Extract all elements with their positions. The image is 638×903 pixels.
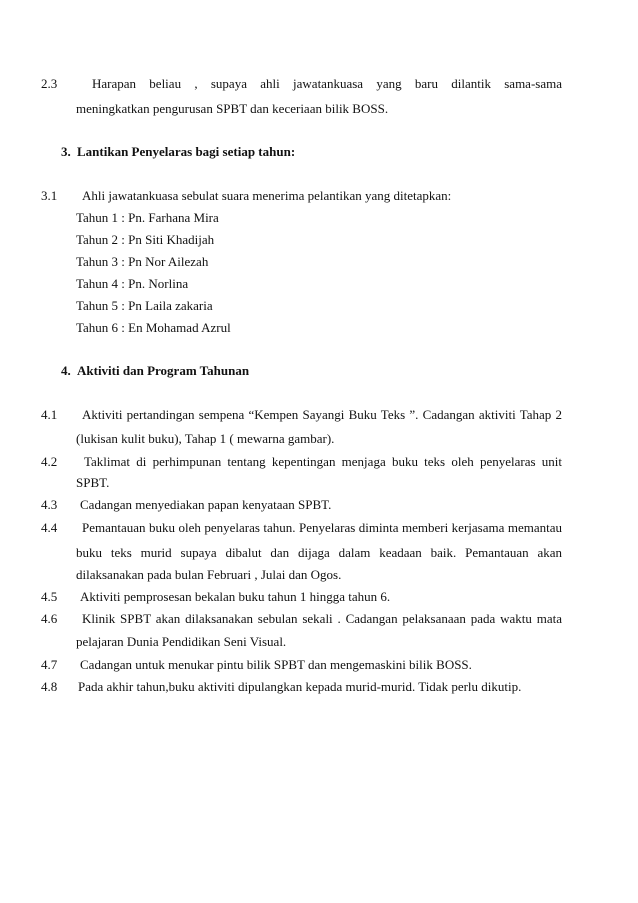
section-number: 3. bbox=[61, 144, 71, 159]
item-number: 4.3 bbox=[41, 497, 58, 512]
appointment-text: Tahun 3 : Pn Nor Ailezah bbox=[76, 254, 209, 269]
item-text-line: Harapan beliau , supaya ahli jawatankuasa yang baru dilantik sama-sama bbox=[92, 76, 562, 91]
item-number: 3.1 bbox=[41, 188, 58, 203]
item-number: 2.3 bbox=[41, 76, 58, 91]
item-number: 4.7 bbox=[41, 657, 58, 672]
item-text-line: SPBT. bbox=[76, 475, 110, 490]
item-text-line: dilaksanakan pada bulan Februari , Julai dan Ogos. bbox=[76, 567, 342, 582]
item-number: 4.2 bbox=[41, 454, 58, 469]
item-text-line: Pada akhir tahun,buku aktiviti dipulangkan kepada murid-murid. Tidak perlu dikutip. bbox=[78, 679, 522, 694]
item-text-line: buku teks murid supaya dibalut dan dijaga dalam keadaan baik. Pemantauan akan bbox=[76, 545, 562, 560]
item-text-line: Cadangan menyediakan papan kenyataan SPBT. bbox=[80, 497, 332, 512]
item-text-line: Cadangan untuk menukar pintu bilik SPBT dan mengemaskini bilik BOSS. bbox=[80, 657, 472, 672]
appointment-text: Tahun 5 : Pn Laila zakaria bbox=[76, 298, 213, 313]
appointment-text: Tahun 2 : Pn Siti Khadijah bbox=[76, 232, 215, 247]
item-text-line: Taklimat di perhimpunan tentang kepentingan menjaga buku teks oleh penyelaras unit bbox=[84, 454, 562, 469]
item-text-line: meningkatkan pengurusan SPBT dan keceriaan bilik BOSS. bbox=[76, 101, 389, 116]
item-number: 4.1 bbox=[41, 407, 58, 422]
appointment-text: Tahun 4 : Pn. Norlina bbox=[76, 276, 189, 291]
item-number: 4.4 bbox=[41, 520, 58, 535]
item-text-line: pelajaran Dunia Pendidikan Seni Visual. bbox=[76, 634, 287, 649]
appointment-text: Tahun 1 : Pn. Farhana Mira bbox=[76, 210, 219, 225]
section-heading bbox=[61, 144, 295, 160]
item-number: 4.6 bbox=[41, 611, 58, 626]
item-text-line: (lukisan kulit buku), Tahap 1 ( mewarna gambar). bbox=[76, 431, 335, 446]
section-number: 4. bbox=[61, 363, 71, 378]
appointment-text: Tahun 6 : En Mohamad Azrul bbox=[76, 320, 231, 335]
item-number: 4.8 bbox=[41, 679, 58, 694]
item-text-line: Aktiviti pertandingan sempena “Kempen Sayangi Buku Teks ”. Cadangan aktiviti Tahap 2 bbox=[82, 407, 562, 422]
section-heading bbox=[61, 363, 249, 379]
section-title: Lantikan Penyelaras bagi setiap tahun: bbox=[77, 144, 296, 159]
section-title: Aktiviti dan Program Tahunan bbox=[77, 363, 250, 378]
item-text-line: Aktiviti pemprosesan bekalan buku tahun 1 hingga tahun 6. bbox=[80, 589, 391, 604]
item-text-line: Pemantauan buku oleh penyelaras tahun. Penyelaras diminta memberi kerjasama memantau bbox=[82, 520, 562, 535]
item-number: 4.5 bbox=[41, 589, 58, 604]
item-text-line: Ahli jawatankuasa sebulat suara menerima pelantikan yang ditetapkan: bbox=[82, 188, 452, 203]
item-text-line: Klinik SPBT akan dilaksanakan sebulan sekali . Cadangan pelaksanaan pada waktu mata bbox=[82, 611, 562, 626]
